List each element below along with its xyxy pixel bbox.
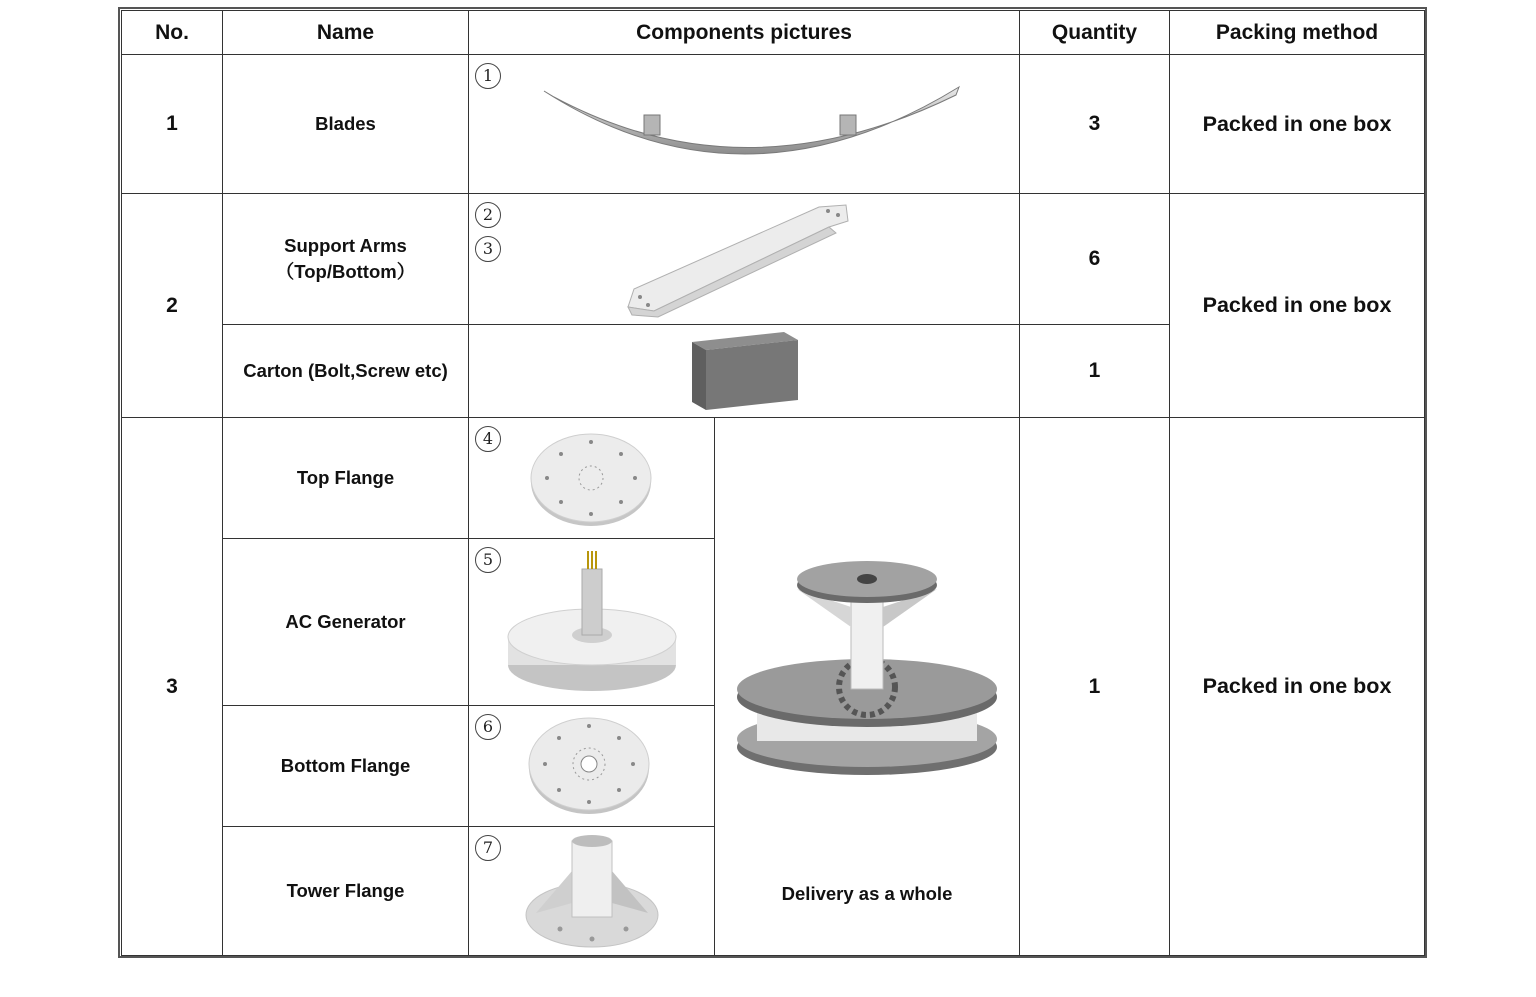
index-marker: 3 [475,236,501,262]
header-quantity: Quantity [1020,11,1170,55]
index-marker: 5 [475,547,501,573]
quantity-value: 3 [1020,55,1170,194]
component-picture-cell [469,325,1020,418]
header-pictures: Components pictures [469,11,1020,55]
header-name: Name [223,11,469,55]
quantity-value: 1 [1020,418,1170,956]
packing-method: Packed in one box [1170,55,1425,194]
table-row [122,194,1425,325]
bottom-flange-icon [527,714,657,818]
packing-method: Packed in one box [1170,194,1425,418]
quantity-value: 6 [1020,194,1170,325]
assembly-picture-cell [715,418,1020,956]
header-no: No. [122,11,223,55]
component-picture-cell [469,539,715,706]
table-row [122,55,1425,194]
component-picture-cell [469,827,715,956]
carton-icon [684,330,804,412]
component-name-line1: Support Arms [284,235,407,256]
index-marker: 1 [475,63,501,89]
row-number: 2 [122,194,223,418]
ac-generator-icon [492,547,692,697]
row-number: 1 [122,55,223,194]
top-flange-icon [527,428,657,528]
component-name: AC Generator [223,539,469,706]
component-name: Blades [223,55,469,194]
component-name: Top Flange [223,418,469,539]
row-number: 3 [122,418,223,956]
component-name: Tower Flange [223,827,469,956]
assembly-icon [727,547,1007,787]
component-name: Carton (Bolt,Screw etc) [223,325,469,418]
index-marker: 7 [475,835,501,861]
support-arm-icon [614,199,874,319]
component-name: Bottom Flange [223,706,469,827]
assembly-label: Delivery as a whole [781,883,953,904]
header-packing: Packing method [1170,11,1425,55]
header-row [122,11,1425,55]
component-picture-cell [469,194,1020,325]
components-table [121,10,1425,956]
component-name-line2: （Top/Bottom） [275,261,416,282]
component-name [223,194,469,325]
component-picture-cell [469,418,715,539]
component-picture-cell [469,706,715,827]
component-picture-cell [469,55,1020,194]
index-marker: 4 [475,426,501,452]
index-marker: 6 [475,714,501,740]
packing-method: Packed in one box [1170,418,1425,956]
quantity-value: 1 [1020,325,1170,418]
index-marker: 2 [475,202,501,228]
table-row [122,418,1425,539]
blade-icon [524,79,964,169]
tower-flange-icon [522,831,662,951]
